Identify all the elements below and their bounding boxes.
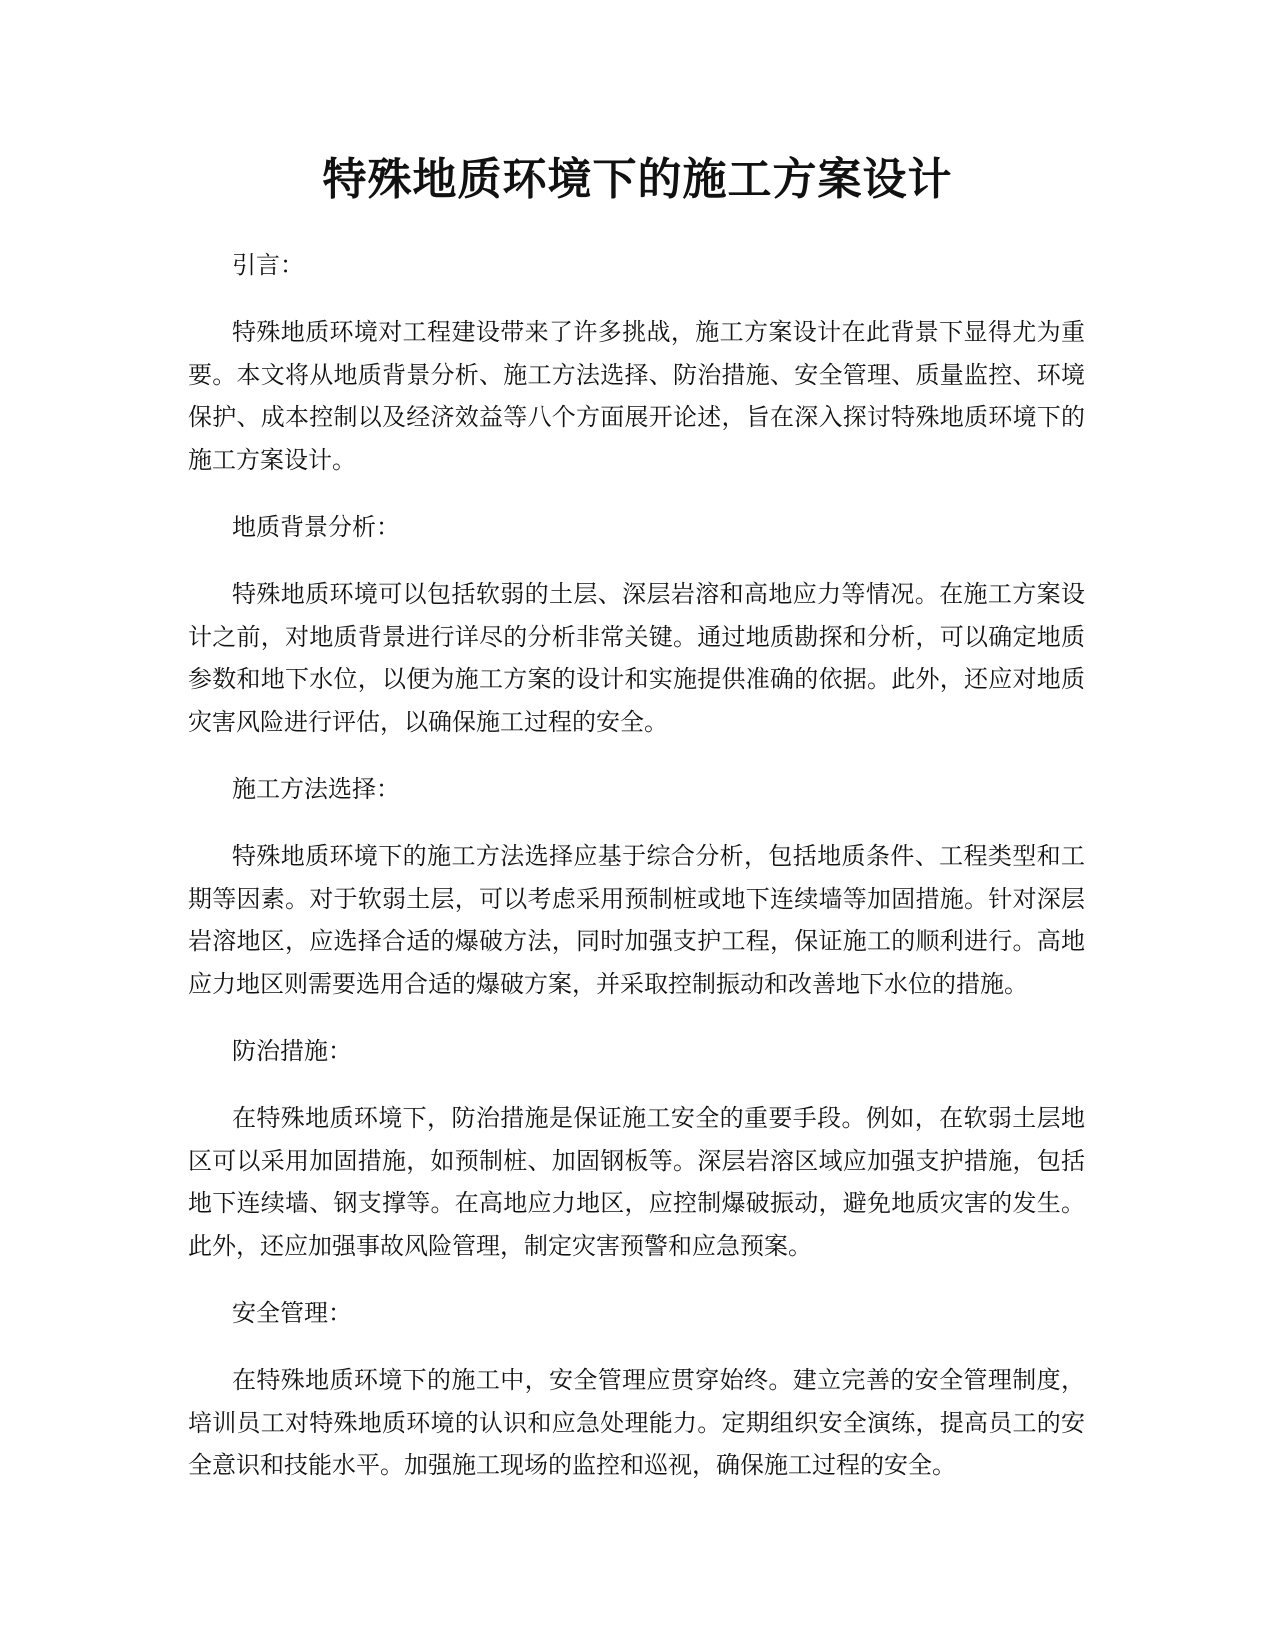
section-paragraph-prevention: 在特殊地质环境下，防治措施是保证施工安全的重要手段。例如，在软弱土层地区可以采用加固措施，如预制桩、加固钢板等。深层岩溶区域应加强支护措施，包括地下连续墙、钢支撑等。在高地应力地区，应控制爆破振动，避免地质灾害的发生。此外，还应加强事故风险管理，制定灾害预警和应急预案。	[188, 1104, 1085, 1260]
section-heading-method: 施工方法选择：	[232, 775, 400, 803]
section-paragraph-geology: 特殊地质环境可以包括软弱的土层、深层岩溶和高地应力等情况。在施工方案设计之前，对地质背景进行详尽的分析非常关键。通过地质勘探和分析，可以确定地质参数和地下水位，以便为施工方案的设计和实施提供准确的依据。此外，还应对地质灾害风险进行评估，以确保施工过程的安全。	[188, 580, 1085, 736]
section-heading-geology: 地质背景分析：	[232, 513, 400, 541]
section-heading-introduction: 引言：	[232, 251, 304, 279]
section-heading-safety: 安全管理：	[232, 1299, 352, 1327]
section-paragraph-safety: 在特殊地质环境下的施工中，安全管理应贯穿始终。建立完善的安全管理制度，培训员工对特殊地质环境的认识和应急处理能力。定期组织安全演练，提高员工的安全意识和技能水平。加强施工现场的监控和巡视，确保施工过程的安全。	[188, 1366, 1085, 1479]
section-heading-prevention: 防治措施：	[232, 1037, 352, 1065]
document-body	[188, 244, 1085, 1512]
section-paragraph-method: 特殊地质环境下的施工方法选择应基于综合分析，包括地质条件、工程类型和工期等因素。对于软弱土层，可以考虑采用预制桩或地下连续墙等加固措施。针对深层岩溶地区，应选择合适的爆破方法，同时加强支护工程，保证施工的顺利进行。高地应力地区则需要选用合适的爆破方案，并采取控制振动和改善地下水位的措施。	[188, 842, 1085, 998]
section-paragraph-introduction: 特殊地质环境对工程建设带来了许多挑战，施工方案设计在此背景下显得尤为重要。本文将从地质背景分析、施工方法选择、防治措施、安全管理、质量监控、环境保护、成本控制以及经济效益等八个方面展开论述，旨在深入探讨特殊地质环境下的施工方案设计。	[188, 318, 1085, 474]
document-title: 特殊地质环境下的施工方案设计	[322, 154, 953, 205]
